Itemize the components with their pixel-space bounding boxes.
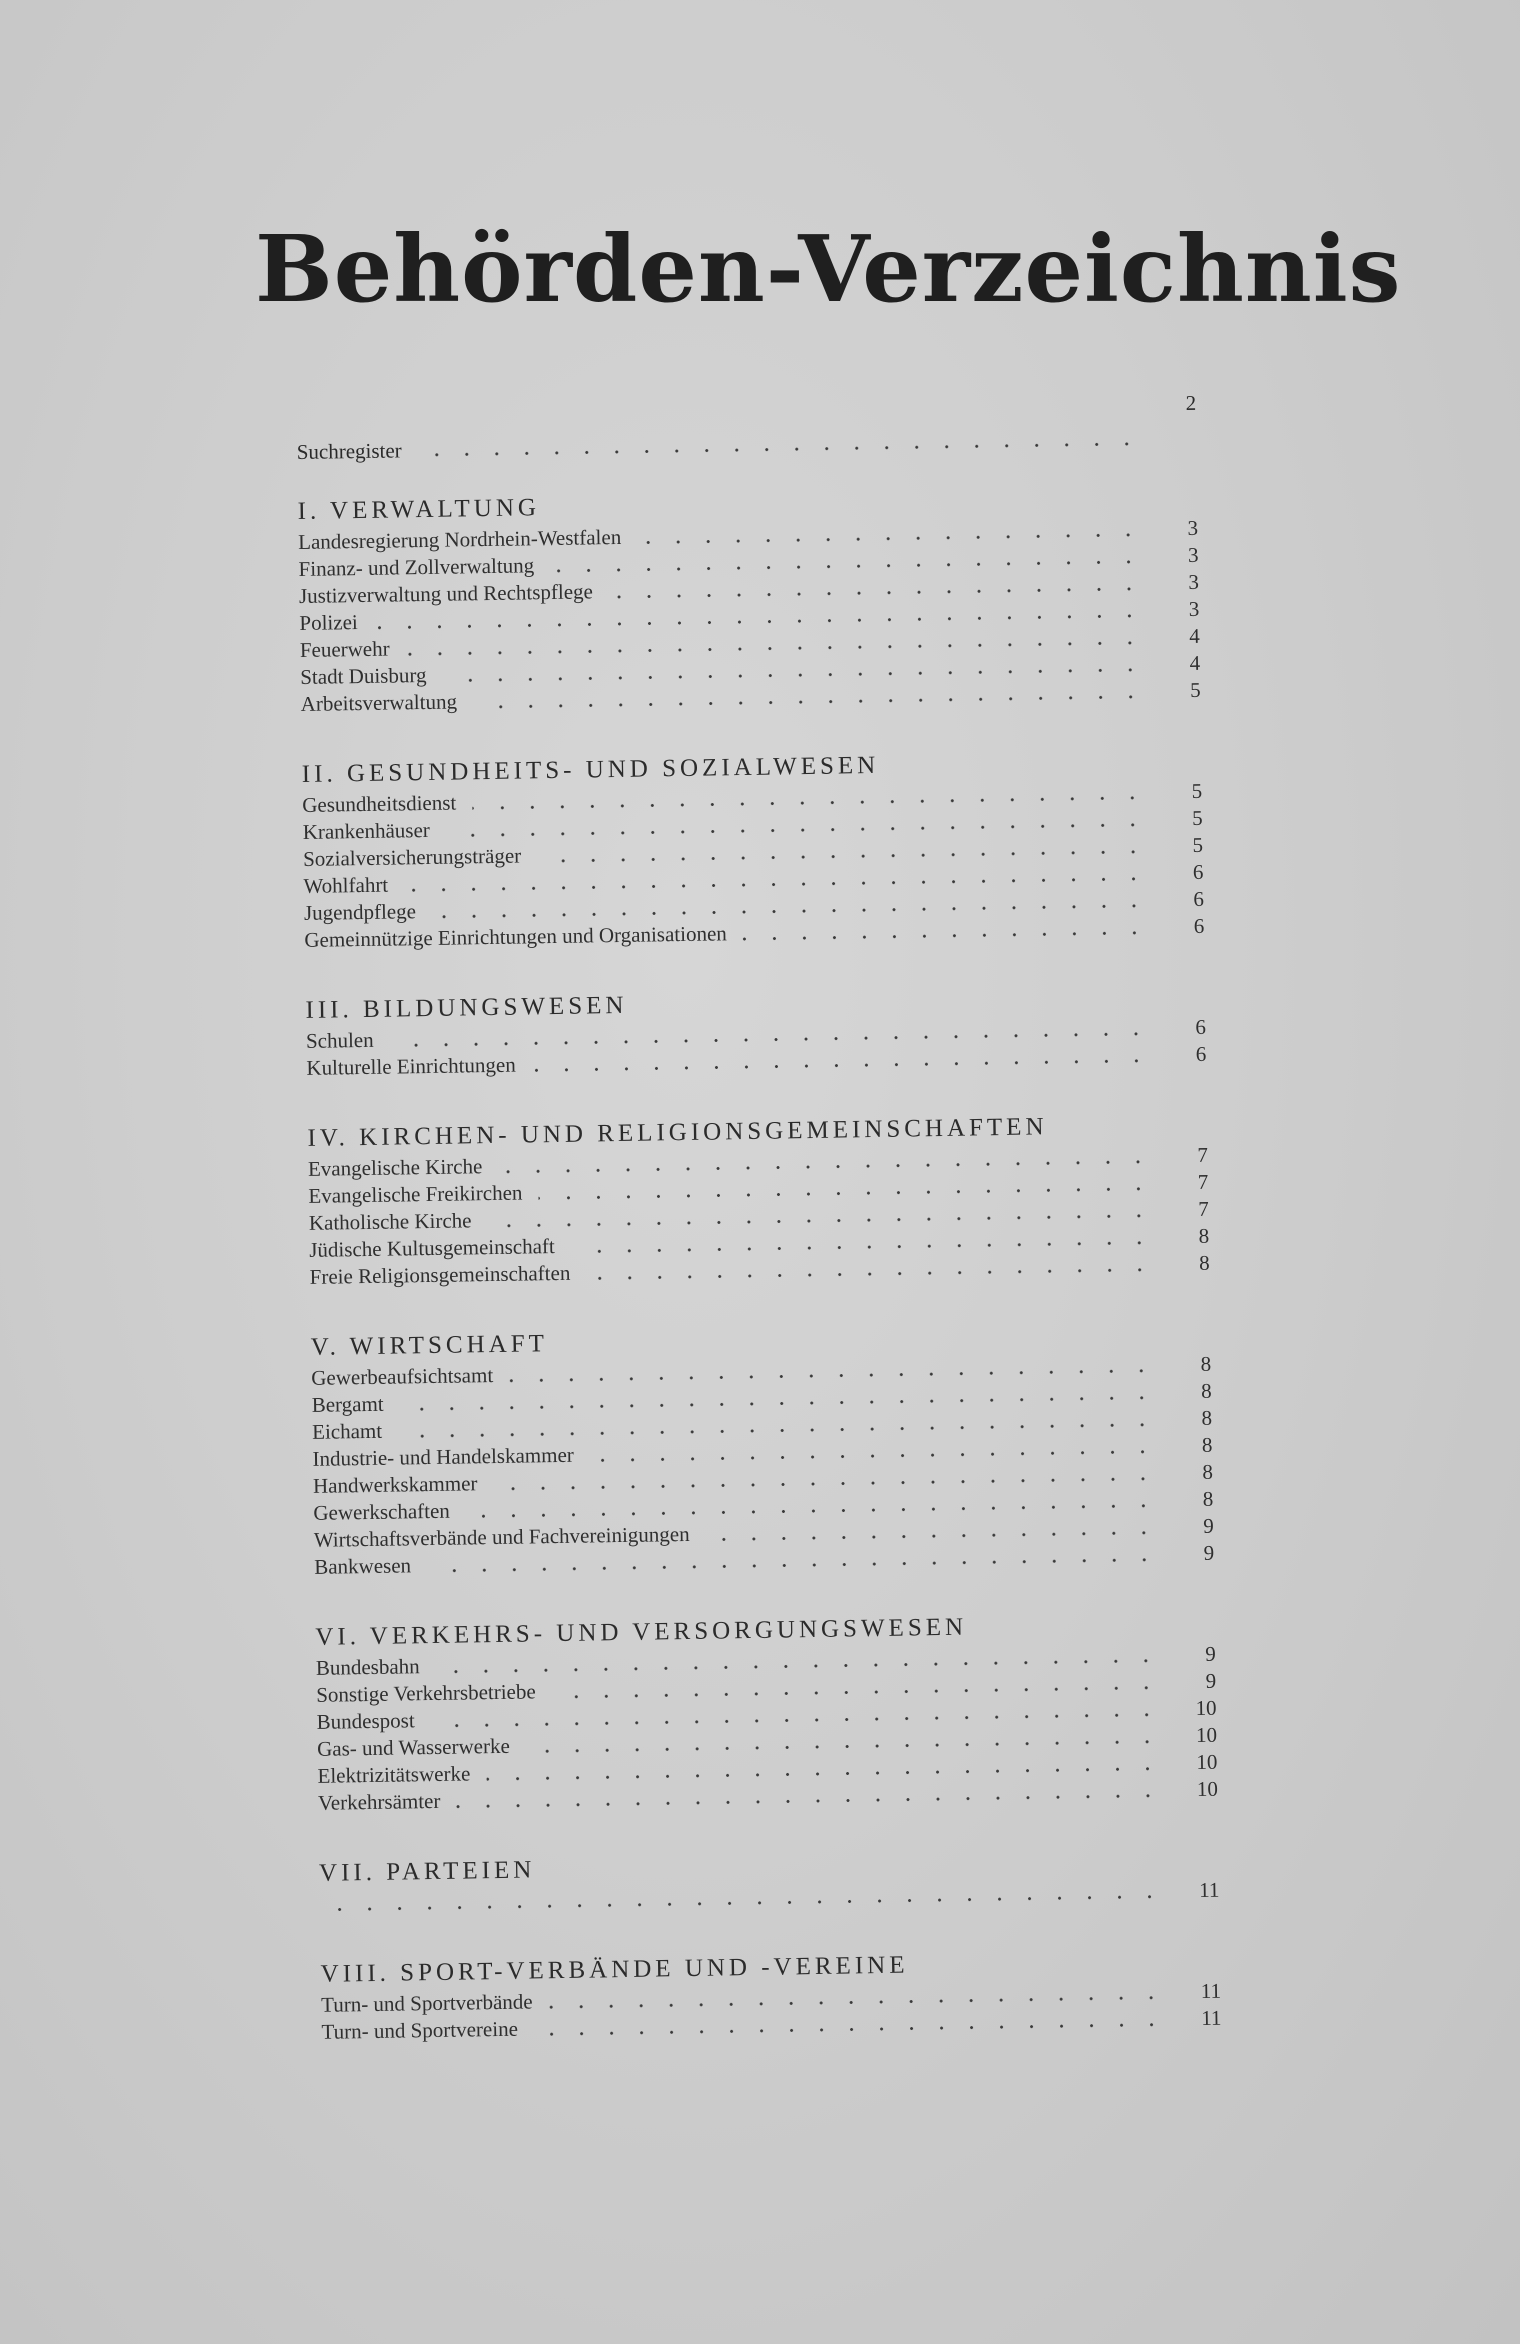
toc-entry-label: Bankwesen: [314, 1553, 412, 1579]
toc-section: [320, 1944, 1221, 2046]
dot-leader: [587, 1268, 1155, 1281]
dot-leader: [531, 1059, 1151, 1073]
toc-entry-page: 7: [1198, 1196, 1209, 1221]
toc-entry-label: Jugendpflege: [303, 899, 417, 925]
toc-section: [319, 1843, 1220, 1918]
toc-entry-page: 6: [1195, 1041, 1207, 1066]
section-heading: IV. KIRCHEN- UND RELIGIONSGEMEINSCHAFTEN: [307, 1113, 1048, 1152]
toc-entry-page: 5: [1191, 778, 1203, 803]
dot-leader: [473, 695, 1146, 710]
toc-entry-label: Landesregierung Nordrhein-Westfalen: [297, 524, 622, 554]
toc-entry-label: Schulen: [305, 1027, 374, 1053]
toc-entry-page: 10: [1196, 1776, 1219, 1802]
toc-entry-label: Evangelische Freikirchen: [308, 1180, 523, 1208]
toc-entry-page: 8: [1200, 1351, 1212, 1376]
dot-leader: [706, 1531, 1159, 1542]
toc-entry-page: 8: [1201, 1432, 1213, 1457]
section-heading: V. WIRTSCHAFT: [310, 1330, 549, 1361]
toc-entry-page: 2: [1185, 390, 1197, 416]
toc-entry-label: Krankenhäuser: [302, 817, 430, 844]
toc-entry-page: 9: [1203, 1540, 1215, 1565]
section-heading: VI. VERKEHRS- UND VERSORGUNGSWESEN: [315, 1613, 968, 1651]
toc-entry-label: Jüdische Kultusgemeinschaft: [309, 1234, 555, 1262]
toc-entry-label: Elektrizitätswerke: [317, 1761, 471, 1788]
toc-entry-page: 8: [1202, 1486, 1214, 1511]
toc-entry-label: Eichamt: [311, 1418, 383, 1444]
toc-entry-page: 9: [1205, 1641, 1216, 1666]
toc-entry-label: Gas- und Wasserwerke: [316, 1733, 510, 1761]
toc-entry-label: Gewerkschaften: [313, 1498, 451, 1525]
toc-entry-page: 6: [1192, 859, 1204, 884]
toc-entry-label: Turn- und Sportvereine: [321, 2016, 519, 2044]
toc-entry-label: Bundespost: [316, 1708, 415, 1734]
toc-entry-label: Polizei: [299, 610, 358, 635]
toc-entry-page: 8: [1200, 1378, 1212, 1403]
dot-leader: [418, 442, 1142, 457]
toc-section: [297, 481, 1200, 718]
toc-entry-label: Sozialversicherungsträger: [302, 843, 522, 871]
toc-entry-page: 10: [1195, 1695, 1217, 1721]
toc-entry-page: 3: [1188, 569, 1200, 595]
toc-entry-page: 11: [1200, 1978, 1222, 2003]
toc-entry-page: 8: [1198, 1250, 1210, 1275]
toc-entry-page: 8: [1198, 1223, 1210, 1248]
toc-entry-page: 8: [1201, 1405, 1213, 1430]
toc-entry-page: 3: [1187, 515, 1199, 541]
toc-entry-page: 11: [1199, 1877, 1220, 1902]
dot-leader: [534, 2023, 1167, 2037]
section-heading: VII. PARTEIEN: [318, 1856, 536, 1887]
toc-entry-label: Gesundheitsdienst: [302, 790, 457, 817]
toc-entry-label: Handwerkskammer: [312, 1471, 478, 1498]
toc-entry-page: 4: [1189, 650, 1201, 675]
toc-entry-label: Sonstige Verkehrsbetriebe: [316, 1679, 536, 1707]
toc-section: [307, 1108, 1210, 1291]
toc-entry-page: 7: [1197, 1142, 1209, 1167]
dot-leader: [637, 533, 1143, 545]
toc-entry-label: Gewerbeaufsichtsamt: [311, 1363, 494, 1390]
toc-section: [315, 1607, 1218, 1817]
toc-entry-page: 6: [1193, 913, 1205, 938]
section-heading: I. VERWALTUNG: [297, 494, 541, 525]
toc-section: [311, 1317, 1215, 1581]
section-heading: VIII. SPORT-VERBÄNDE UND -VEREINE: [320, 1951, 909, 1988]
toc-entry-label: Industrie- und Handelskammer: [312, 1442, 574, 1471]
toc-entry-page: 6: [1195, 1014, 1207, 1039]
toc-entry-label: Feuerwehr: [299, 636, 390, 662]
toc-entry-label: Justizverwaltung und Rechtspflege: [298, 579, 594, 608]
toc-entry-label: Wirtschaftsverbände und Fachvereinigungen: [313, 1521, 690, 1552]
toc-entry-page: 5: [1189, 677, 1201, 702]
toc-entry-page: 9: [1205, 1668, 1217, 1693]
dot-leader: [456, 1794, 1163, 1809]
toc-entry-label: Arbeitsverwaltung: [300, 689, 458, 716]
toc-entry-label: Finanz- und Zollverwaltung: [298, 553, 535, 581]
toc-entry-page: 4: [1189, 623, 1200, 648]
toc-entry-page: 5: [1192, 832, 1204, 857]
toc-entry-label: Suchregister: [296, 438, 402, 464]
toc-entry-page: 3: [1187, 542, 1199, 568]
toc-entry-label: Evangelische Kirche: [307, 1154, 483, 1181]
toc-entry-label: Wohlfahrt: [303, 872, 389, 898]
toc-entry-label: Bundesbahn: [315, 1654, 420, 1680]
toc-entry-intro[interactable]: [296, 391, 1197, 465]
toc-entry-page: 10: [1195, 1722, 1218, 1748]
toc-entry-label: Gemeinnützige Einrichtungen und Organisationen: [304, 921, 727, 952]
toc-sections: [297, 481, 1221, 2046]
toc-entry-page: 5: [1191, 805, 1203, 830]
section-heading: III. BILDUNGSWESEN: [305, 991, 628, 1024]
section-heading: II. GESUNDHEITS- UND SOZIALWESEN: [301, 751, 880, 788]
dot-leader: [427, 1558, 1159, 1573]
toc-entry-label: Stadt Duisburg: [300, 662, 427, 689]
page-title: Behörden-Verzeichnis: [255, 215, 1402, 323]
toc-entry-page: 3: [1188, 596, 1200, 621]
toc-entry-page: 7: [1197, 1169, 1209, 1194]
dot-leader: [320, 1895, 1165, 1912]
toc-entry-label: Verkehrsämter: [317, 1788, 441, 1815]
toc-entry-page: 11: [1201, 2005, 1222, 2030]
toc-entry-page: 6: [1193, 886, 1205, 911]
dot-leader: [742, 931, 1149, 941]
toc-entry-label: Katholische Kirche: [308, 1208, 472, 1235]
toc-entry-page: 9: [1203, 1513, 1214, 1538]
toc-entry-label: Bergamt: [311, 1391, 384, 1417]
toc-section: [305, 980, 1206, 1082]
toc-entry-page: 10: [1196, 1749, 1218, 1775]
toc-entry-page: 8: [1202, 1459, 1214, 1484]
toc-entry-label: Freie Religionsgemeinschaften: [309, 1260, 571, 1289]
table-of-contents: [296, 391, 1222, 2086]
toc-entry-label: Kulturelle Einrichtungen: [306, 1052, 516, 1080]
toc-entry-label: Turn- und Sportverbände: [320, 1989, 533, 2017]
toc-section: [302, 744, 1205, 954]
